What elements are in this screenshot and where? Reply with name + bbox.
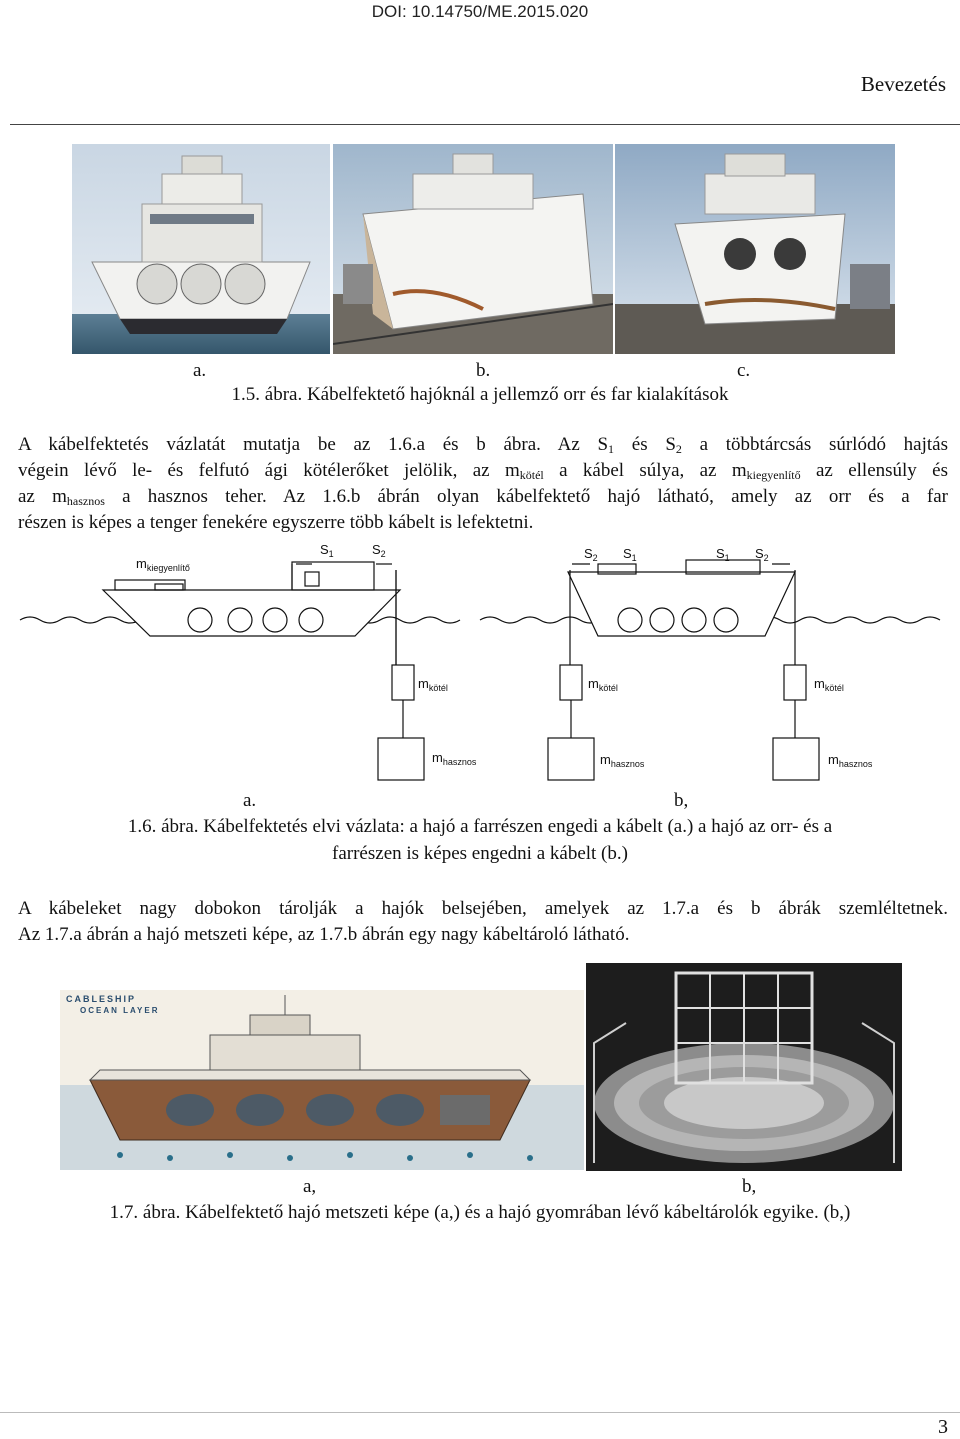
- footer-rule: [0, 1412, 960, 1413]
- fig17-caption: 1.7. ábra. Kábelfektető hajó metszeti képe (a,) és a hajó gyomrában lévő kábeltárolók egyike. (b,): [109, 1202, 851, 1223]
- label-m-kotel-b1: $m_{kötél}$: [588, 676, 618, 693]
- para1-line-4: részen is képes a tenger fenekére egyszerre több kábelt is lefektetni.: [18, 512, 534, 533]
- label-s2-b-left: $S_2$: [584, 546, 598, 563]
- paragraph-1: [18, 432, 948, 536]
- label-s1-a: $S_1$: [320, 542, 334, 559]
- label-s1-b-right: $S_1$: [716, 546, 730, 563]
- para1-line-2: végein lévő le- és felfutó ági kötélerőket jelölik, az $m_{kötél}$ a kábel súlya, az $m_{kiegyenlítő}$ az ellensúly és: [18, 460, 948, 482]
- fig16-caption-line2: farrészen is képes engedni a kábelt (b.): [332, 843, 628, 864]
- poster-title: CABLESHIP: [66, 994, 137, 1004]
- cableship-cutaway-poster: [60, 990, 584, 1170]
- section-title: Bevezetés: [860, 72, 946, 96]
- photo-ship-bow-b: [333, 144, 613, 354]
- header-rule: [10, 124, 960, 125]
- label-m-kiegyenlito: $m_{kiegyenlítő}$: [136, 556, 190, 573]
- label-m-hasznos-b1: $m_{hasznos}$: [600, 752, 645, 769]
- photo-ship-bow-c: [615, 144, 895, 354]
- label-m-hasznos-a: $m_{hasznos}$: [432, 750, 477, 767]
- fig15-label-b: b.: [476, 360, 491, 381]
- fig16-caption-line1: 1.6. ábra. Kábelfektetés elvi vázlata: a hajó a farrészen engedi a kábelt (a.) a hajó az orr- és a: [127, 816, 833, 837]
- page-number: 3: [938, 1416, 948, 1438]
- poster-subtitle: OCEAN LAYER: [80, 1006, 160, 1015]
- para1-line-1: A kábelfektetés vázlatát mutatja be az 1.6.a és b ábra. Az $S_1$ és $S_2$ a többtárcsás súrlódó hajtás: [18, 434, 948, 456]
- label-m-hasznos-b2: $m_{hasznos}$: [828, 752, 873, 769]
- doi-header: DOI: 10.14750/ME.2015.020: [371, 2, 589, 21]
- fig16-label-b: b,: [674, 790, 689, 811]
- label-m-kotel-a: $m_{kötél}$: [418, 676, 448, 693]
- para2-line-1: A kábeleket nagy dobokon tárolják a hajók belsejében, amelyek az 1.7.a és b ábrák szemléltetnek.: [18, 898, 948, 919]
- para1-line-3: az $m_{hasznos}$ a hasznos teher. Az 1.6.b ábrán olyan kábelfektető hajó látható, amely az orr és a far: [18, 486, 948, 508]
- label-m-kotel-b2: $m_{kötél}$: [814, 676, 844, 693]
- photo-ship-stern-a: [72, 144, 330, 354]
- fig15-caption: 1.5. ábra. Kábelfektető hajóknál a jellemző orr és far kialakítások: [231, 384, 729, 405]
- para2-line-2: Az 1.7.a ábrán a hajó metszeti képe, az 1.7.b ábrán egy nagy kábeltároló látható.: [18, 924, 630, 945]
- fig15-label-c: c.: [737, 360, 751, 381]
- fig15-label-a: a.: [193, 360, 207, 381]
- cable-laying-diagram: [0, 540, 960, 790]
- paragraph-2: [18, 896, 948, 948]
- label-s2-b-right: $S_2$: [755, 546, 769, 563]
- fig17-label-a: a,: [303, 1176, 317, 1197]
- label-s1-b-left: $S_1$: [623, 546, 637, 563]
- fig16-label-a: a.: [243, 790, 257, 811]
- cable-tank-photo: [586, 963, 902, 1171]
- fig17-label-b: b,: [742, 1176, 757, 1197]
- label-s2-a: $S_2$: [372, 542, 386, 559]
